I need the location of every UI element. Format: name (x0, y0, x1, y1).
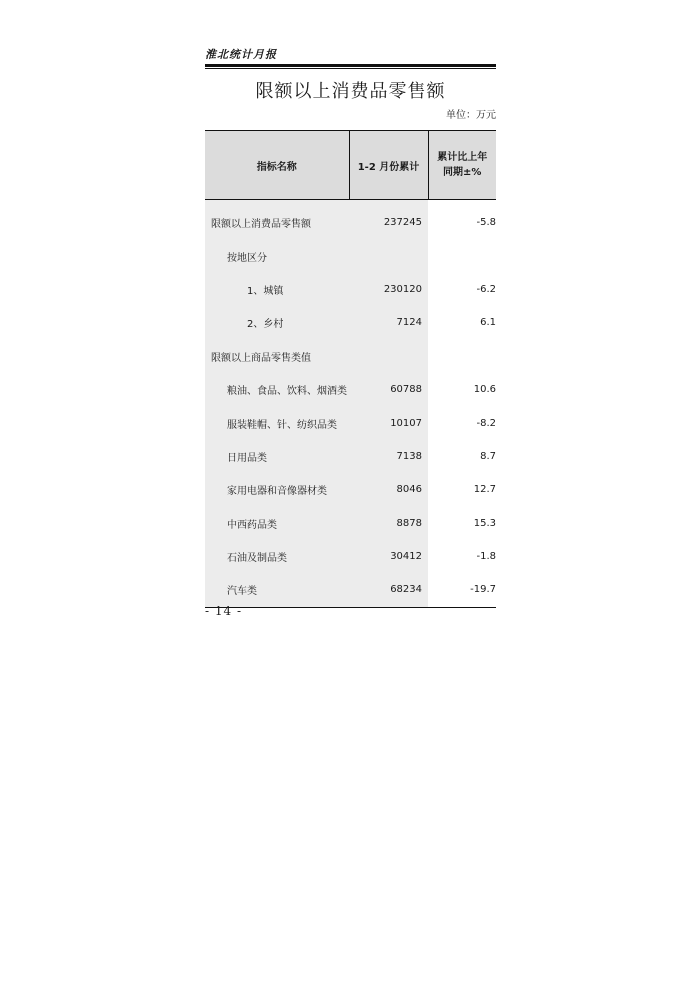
table-row (205, 200, 496, 240)
column-header-pct (428, 131, 496, 200)
row-name: 按地区分 (205, 239, 349, 272)
table-row (205, 406, 496, 439)
row-value (349, 239, 428, 272)
row-value: 237245 (349, 200, 428, 240)
row-value: 8878 (349, 507, 428, 540)
row-pct (428, 340, 496, 373)
row-value: 10107 (349, 406, 428, 439)
row-pct: -1.8 (428, 540, 496, 573)
row-pct: 15.3 (428, 507, 496, 540)
row-name: 限额以上商品零售类值 (205, 340, 349, 373)
row-name: 粮油、食品、饮料、烟酒类 (205, 373, 349, 406)
table-row (205, 573, 496, 607)
row-name: 日用品类 (205, 440, 349, 473)
column-header-pct-line2: 同期±% (443, 167, 482, 178)
row-pct: -5.8 (428, 200, 496, 240)
row-value: 7138 (349, 440, 428, 473)
row-value: 230120 (349, 273, 428, 306)
row-name: 石油及制品类 (205, 540, 349, 573)
column-header-value: 1-2 月份累计 (349, 131, 428, 200)
column-header-pct-line1: 累计比上年 (437, 152, 488, 163)
row-name: 服装鞋帽、针、纺织品类 (205, 406, 349, 439)
page-number: - 14 - (205, 604, 243, 618)
table-row (205, 239, 496, 272)
row-pct: -19.7 (428, 573, 496, 607)
row-name: 1、城镇 (205, 273, 349, 306)
running-header: 淮北统计月报 (205, 48, 277, 61)
row-value: 30412 (349, 540, 428, 573)
row-name: 家用电器和音像器材类 (205, 473, 349, 506)
table-row (205, 540, 496, 573)
row-value (349, 340, 428, 373)
table-row (205, 373, 496, 406)
row-pct (428, 239, 496, 272)
row-pct: -8.2 (428, 406, 496, 439)
row-value: 60788 (349, 373, 428, 406)
row-pct: -6.2 (428, 273, 496, 306)
table-header-row (205, 131, 496, 200)
table-row (205, 473, 496, 506)
header-rule-thick (205, 64, 496, 67)
row-name: 2、乡村 (205, 306, 349, 339)
table-row (205, 440, 496, 473)
column-header-name: 指标名称 (205, 131, 349, 200)
row-pct: 10.6 (428, 373, 496, 406)
table-row (205, 273, 496, 306)
header-rule-thin (205, 68, 496, 69)
row-value: 68234 (349, 573, 428, 607)
row-name: 中西药品类 (205, 507, 349, 540)
table-title: 限额以上消费品零售额 (255, 81, 446, 102)
row-pct: 8.7 (428, 440, 496, 473)
retail-sales-table (205, 130, 496, 608)
table-row (205, 340, 496, 373)
row-name: 限额以上消费品零售额 (205, 200, 349, 240)
row-value: 7124 (349, 306, 428, 339)
row-pct: 6.1 (428, 306, 496, 339)
row-value: 8046 (349, 473, 428, 506)
row-pct: 12.7 (428, 473, 496, 506)
table-row (205, 306, 496, 339)
report-page (205, 48, 496, 608)
table-row (205, 507, 496, 540)
row-name: 汽车类 (205, 573, 349, 607)
unit-label: 单位：万元 (446, 110, 496, 121)
